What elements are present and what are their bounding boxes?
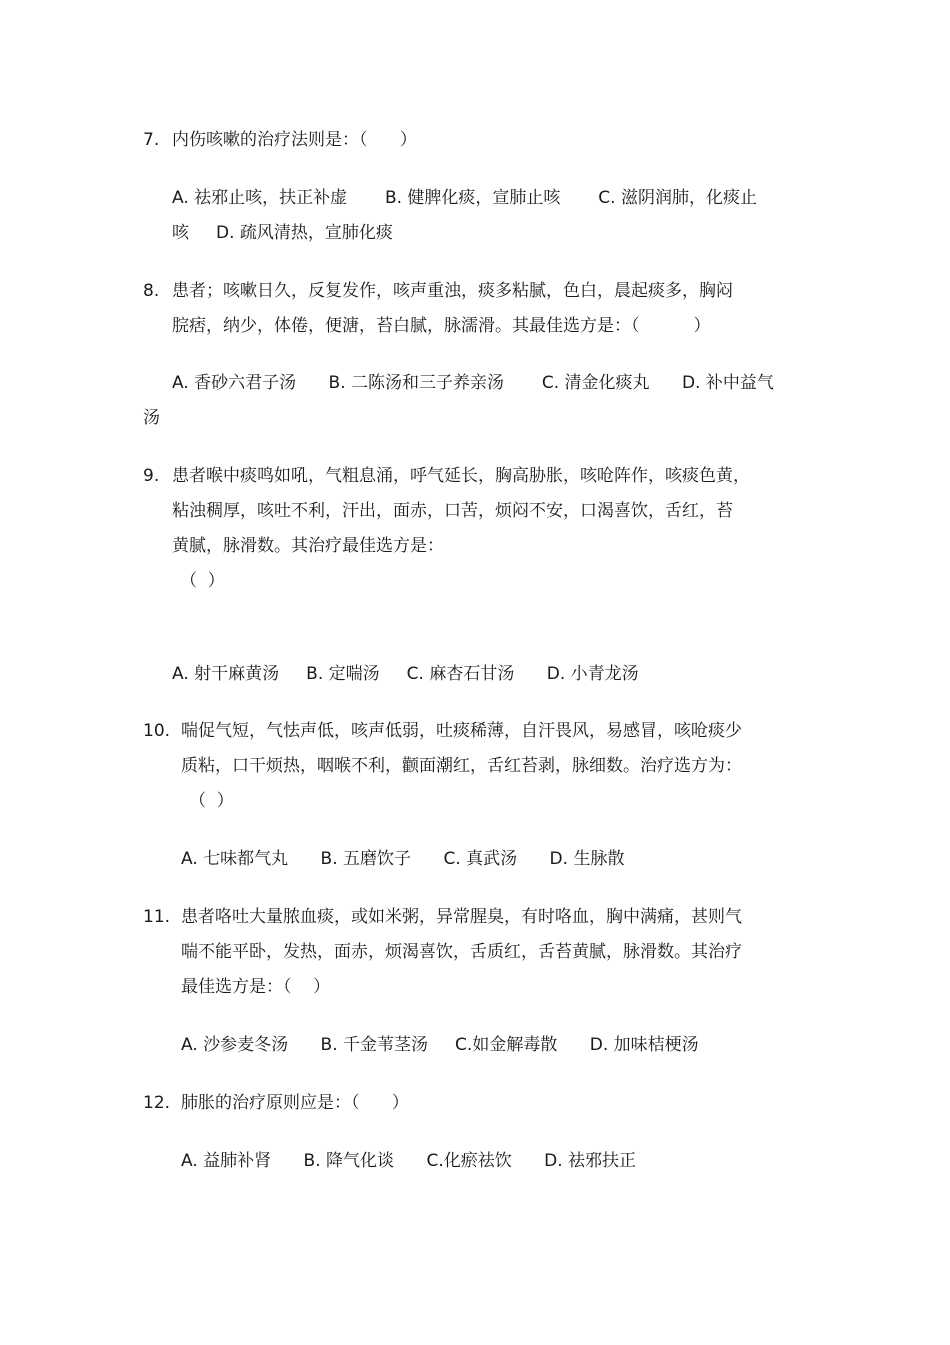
question-number: 10. [143, 721, 171, 741]
question-stem-line: 患者；咳嗽日久，反复发作，咳声重浊，痰多粘腻，色白，晨起痰多，胸闷 [172, 281, 733, 301]
question-stem-line: 喘促气短，气怯声低，咳声低弱，吐痰稀薄，自汗畏风，易感冒，咳呛痰少 [181, 721, 742, 741]
question-stem-line: （ ） [189, 791, 234, 811]
option-line: A. 益肺补肾 B. 降气化谈 C.化瘀祛饮 D. 祛邪扶正 [181, 1151, 637, 1171]
question-number: 8. [143, 281, 160, 301]
question-stem-line: 内伤咳嗽的治疗法则是：（ ） [172, 130, 417, 150]
question-stem-line: 患者喉中痰鸣如吼，气粗息涌，呼气延长，胸高胁胀，咳呛阵作，咳痰色黄， [172, 466, 750, 486]
question-stem-line: 黄腻，脉滑数。其治疗最佳选方是： [172, 536, 444, 556]
question-stem-line: 肺胀的治疗原则应是：（ ） [181, 1093, 409, 1113]
question-stem-line: 粘浊稠厚，咳吐不利，汗出，面赤，口苦，烦闷不安，口渴喜饮，舌红，苔 [172, 501, 733, 521]
question-number: 9. [143, 466, 160, 486]
option-line: A. 祛邪止咳，扶正补虚 B. 健脾化痰，宣肺止咳 C. 滋阴润肺，化痰止 [172, 188, 757, 208]
question-number: 11. [143, 907, 171, 927]
option-line: A. 七味都气丸 B. 五磨饮子 C. 真武汤 D. 生脉散 [181, 849, 625, 869]
option-line: A. 香砂六君子汤 B. 二陈汤和三子养亲汤 C. 清金化痰丸 D. 补中益气 [172, 373, 774, 393]
question-number: 7. [143, 130, 160, 150]
question-stem-line: 质粘，口干烦热，咽喉不利，颧面潮红，舌红苔剥，脉细数。治疗选方为： [181, 756, 742, 776]
option-line: 咳 D. 疏风清热，宣肺化痰 [172, 223, 393, 243]
option-line: A. 沙参麦冬汤 B. 千金苇茎汤 C.如金解毒散 D. 加味桔梗汤 [181, 1035, 699, 1055]
question-stem-line: 脘痞，纳少，体倦，便溏，苔白腻，脉濡滑。其最佳选方是：（ ） [172, 316, 711, 336]
option-line: A. 射干麻黄汤 B. 定喘汤 C. 麻杏石甘汤 D. 小青龙汤 [172, 664, 639, 684]
question-stem-line: （ ） [180, 571, 225, 591]
question-stem-line: 最佳选方是：（ ） [181, 977, 331, 997]
option-line: 汤 [143, 408, 160, 428]
question-stem-line: 喘不能平卧，发热，面赤，烦渴喜饮，舌质红，舌苔黄腻，脉滑数。其治疗 [181, 942, 742, 962]
question-number: 12. [143, 1093, 171, 1113]
question-stem-line: 患者咯吐大量脓血痰，或如米粥，异常腥臭，有时咯血，胸中满痛，甚则气 [181, 907, 742, 927]
